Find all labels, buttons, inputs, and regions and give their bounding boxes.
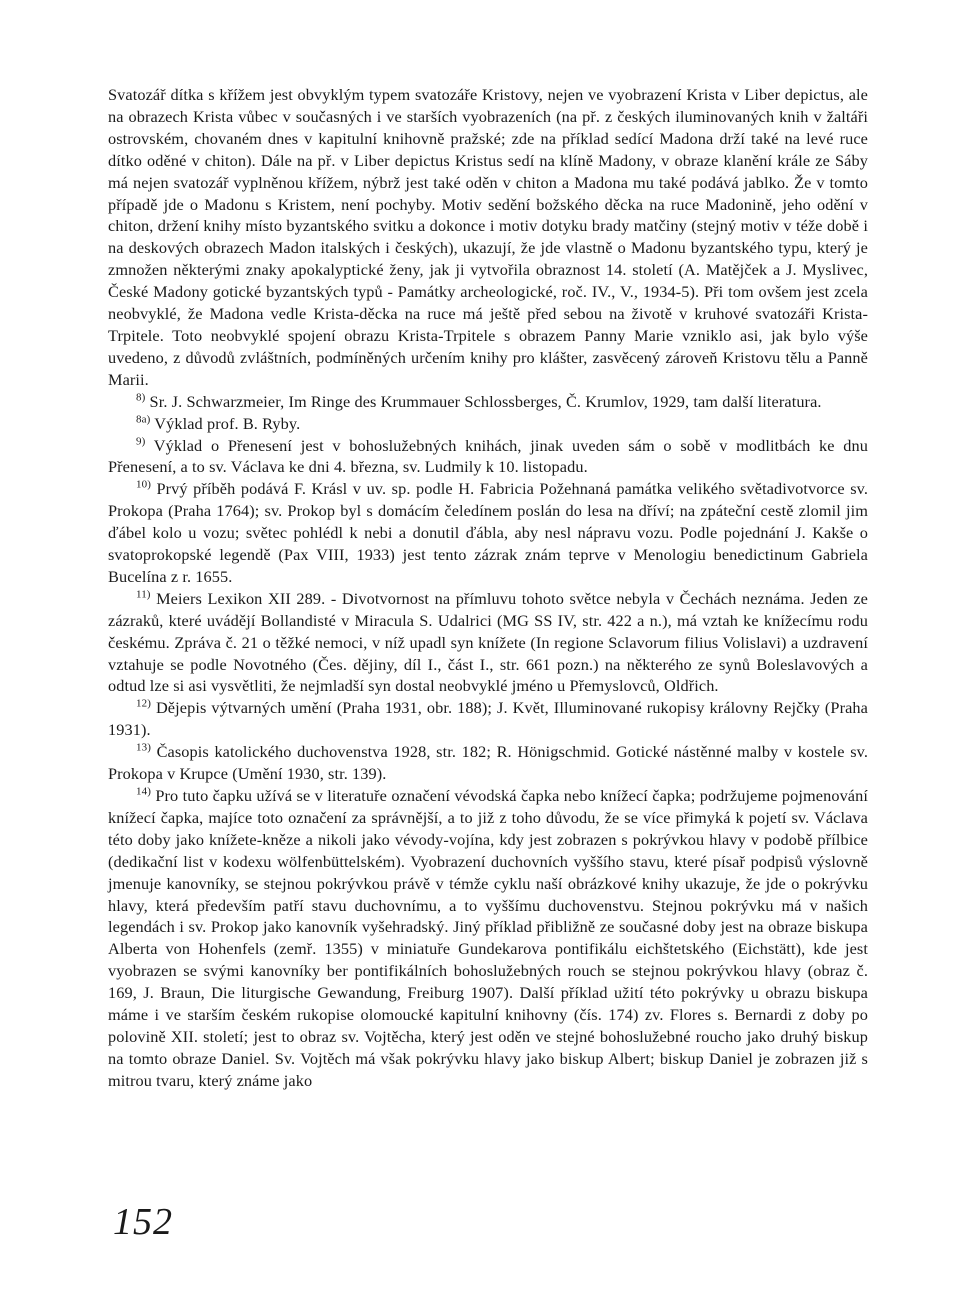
footnote-text: Pro tuto čapku užívá se v literatuře označení vévodská čapka nebo knížecí čapka; podržujeme pojmenování knížecí čapka, majíce toto označení za správnější, a to již z toho důvodu, že se více přimyká k pojetí sv. Václava této doby jako knížete-kněze a nikoli jako vévody-vojína, kdy jest zobrazen s pokrývkou hlavy v podobě přílbice (dedikační list v kodexu wölfenbüttelském). Vyobrazení duchovních vyššího stavu, které písař podpisů výslovně jmenuje kanovníky, se stejnou pokrývkou právě v témže cyklu naší obrázkové knihy ukazuje, že jde o pokrývku hlavy, která především patří stavu duchovnímu, a to vyššímu duchovenstvu. Stejnou pokrývku má v našich legendách i sv. Prokop jako kanovník vyšehradský. Jiný příklad přibližně ze současné doby jest na obraze biskupa Alberta von Hohenfels (zemř. 1355) v miniatuře Gundekarova pontifikálu eichštetského (Eichstätt), kde jest vyobrazen se svými kanovníky ber pontifikálních bohoslužebných rouch se stejnou pokrývkou hlavy (obraz č. 169, J. Braun, Die liturgische Gewandung, Freiburg 1907). Další příklad užití této pokrývky u obrazu biskupa máme i ve starším českém rukopise olomoucké kapitulní knihovny (čís. 174) zv. Flores s. Bernardi z doby po polovině XII. století; jest to obraz sv. Vojtěcha, který jest oděn ve stejné bohoslužebné roucho jako druhý biskup na tomto obraze Daniel. Sv. Vojtěch má však pokrývku hlavy jako biskup Albert; biskup Daniel je zobrazen již s mitrou tvaru, který známe jako [108,786,869,1090]
footnote-8a [108,413,868,435]
footnote-9 [108,435,868,479]
footnote-text: Dějepis výtvarných umění (Praha 1931, obr. 188); J. Květ, Illuminované rukopisy královny Rejčky (Praha 1931). [108,698,868,740]
footnote-11 [108,588,868,698]
footnote-text: Prvý příběh podává F. Krásl v uv. sp. podle H. Fabricia Požehnaná památka velikého světadivotvorce sv. Prokopa (Praha 1764); sv. Prokop byl s domácím čeledínem poslán do lesa na dříví; na zpáteční cestě zlomil jim ďábel kolo u vozu; světec pohlédl k nebi a donutil ďábla, aby nesl nápravu vozu. Podle pojednání J. Kakše o svatoprokopské legendě (Pax VIII, 1933) jest tento zázrak znám teprve v Menologiu benedictinum Gabriela Bucelína z r. 1655. [108,479,868,586]
intro-paragraph: Svatozář dítka s křížem jest obvyklým typem svatozáře Kristovy, nejen ve vyobrazení Krista v Liber depictus, ale na obrazech Krista vůbec v současných i ve starších vyobrazeních (na př. z českých iluminovaných knih v žaltáři ostrovském, chovaném dnes v kapitulní knihovně pražské; zde na příklad sedící Madona drží také na levé ruce dítko oděné v chiton). Dále na př. v Liber depictus Kristus sedí na klíně Madony, v obraze klanění krále ze Sáby má nejen svatozář vyplněnou křížem, nýbrž jest také oděn v chiton a Madona mu také podává jablko. Že v tomto případě jde o Madonu s Kristem, není pochyby. Motiv sedění božského děcka na ruce Madonině, jeho odění v chiton, držení knihy místo byzantského svitku a dokonce i motiv dotyku brady matčiny (stejný motiv v téže době i na deskových obrazech Madon italských i českých), ukazují, že jde vlastně o Madonu byzantského typu, který je zmnožen některými znaky apokalyptické ženy, jak ji vytvořila obraznost 14. století (A. Matějček a J. Myslivec, České Madony gotické byzantských typů - Památky archeologické, roč. IV., V., 1934-5). Při tom ovšem jest zcela neobvyklé, že Madona vedle Krista-děcka na ruce má ještě před sebou na životě v kruhové svatozáři Krista-Trpitele. Toto neobvyklé spojení obrazu Krista-Trpitele s obrazem Panny Marie vzniklo asi, jak bylo výše uvedeno, z důvodů zvláštních, podmíněných určením knihy pro klášter, zasvěcený zároveň Kristovu tělu a Panně Marii. [108,85,868,389]
text-block [108,84,868,1092]
footnote-13 [108,741,868,785]
footnote-10 [108,478,868,588]
footnote-8 [108,391,868,413]
footnote-number: 10) [136,478,151,491]
footnote-number: 11) [136,588,151,601]
footnote-number: 8a) [136,413,151,426]
footnote-text: Časopis katolického duchovenstva 1928, str. 182; R. Hönigschmid. Gotické nástěnné malby v kostele sv. Prokopa v Krupce (Umění 1930, str. 139). [108,742,868,784]
page-number: 152 [113,1201,173,1243]
footnote-number: 9) [136,435,146,448]
footnote-number: 8) [136,391,146,404]
footnote-text: Výklad o Přenesení jest v bohoslužebných knihách, jinak uveden sám o sobě v modlitbách ke dnu Přenesení, a to sv. Václava ke dni 4. března, sv. Ludmily k 10. listopadu. [108,435,868,477]
footnote-number: 14) [136,785,151,798]
footnote-text: Meiers Lexikon XII 289. - Divotvornost na přímluvu tohoto světce nebyla v Čechách neznáma. Jeden ze zázraků, které uvádějí Bollandisté v Miracula S. Udalrici (MG SS IV, str. 422 a n.), má vztah ke knížecímu rodu českému. Zpráva č. 21 o těžké nemoci, v níž upadl syn knížete (In regione Sclavorum filius Volislavi) a uzdravení vztahuje se podle Novotného (Čes. dějiny, díl I., část I., str. 661 pozn.) na některého ze synů Boleslavových a odtud lze si asi vysvětliti, že nejmladší syn dostal neobvyklé jméno u Přemyslovců, Oldřich. [108,588,868,696]
footnote-number: 12) [136,697,151,710]
footnote-text: Výklad prof. B. Ryby. [154,413,301,433]
footnote-number: 13) [136,741,151,754]
footnote-12 [108,697,868,741]
footnote-14 [108,785,868,1092]
footnote-text: Sr. J. Schwarzmeier, Im Ringe des Krummauer Schlossberges, Č. Krumlov, 1929, tam další literatura. [149,391,822,411]
